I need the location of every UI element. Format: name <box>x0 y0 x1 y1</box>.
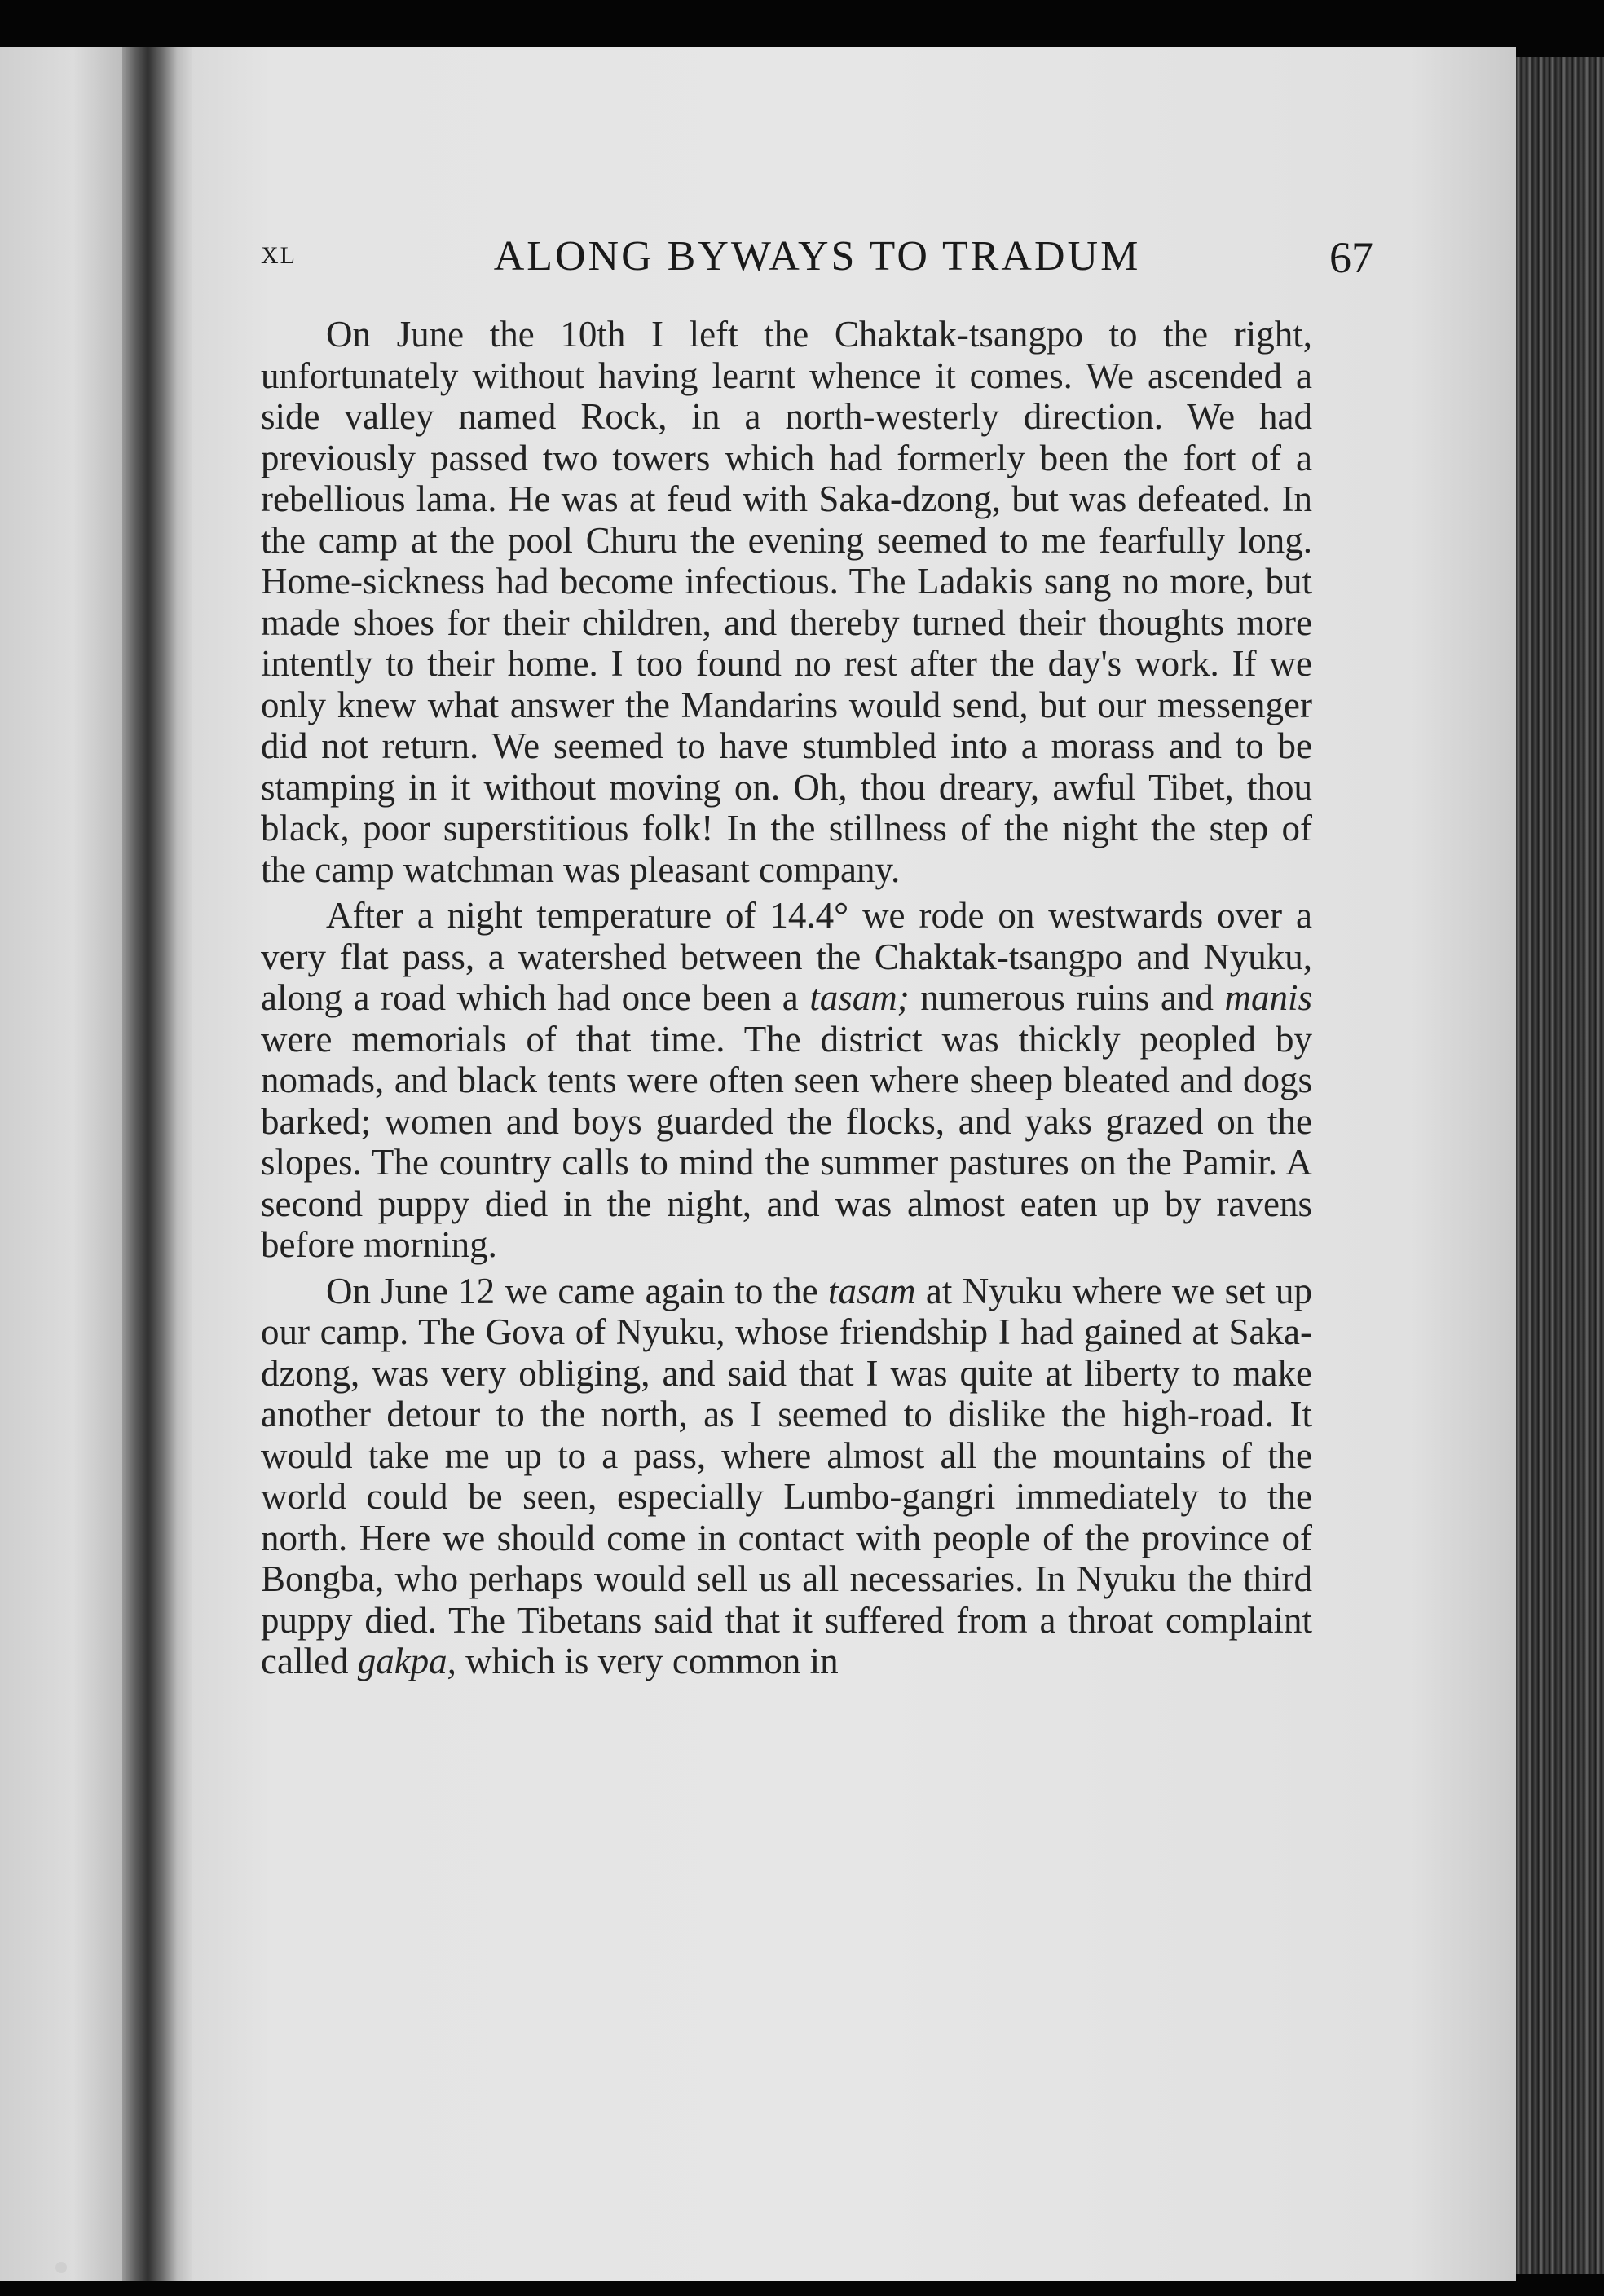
italic-term: tasam <box>828 1270 916 1311</box>
running-title: ALONG BYWAYS TO TRADUM <box>493 233 1141 280</box>
scan-speck <box>55 2262 67 2273</box>
italic-term: gakpa, <box>357 1641 456 1681</box>
text-run: were memorials of that time. The district was thickly peopled by nomads, and black tents were often seen where sheep bleated and dogs barked; women and boys guarded the flocks, and yaks grazed on the slopes. The country calls to mind the summer pastures on the Pamir. A second puppy died in the night, and was almost eaten up by ravens before morning. <box>261 1018 1312 1265</box>
text-run: numerous ruins and <box>909 977 1225 1018</box>
paragraph <box>261 895 1312 1266</box>
chapter-number: XL <box>261 242 297 269</box>
page-stack-edge <box>1516 57 1604 2274</box>
text-run: On June the 10th I left the Chaktak-tsangpo to the right, unfortunately without having learnt whence it comes. We ascended a side valley named Rock, in a north-westerly direction. We had previously passed two towers which had formerly been the fort of a rebellious lama. He was at feud with Saka-dzong, but was defeated. In the camp at the pool Churu the evening seemed to me fearfully long. Home-sickness had become infectious. The Ladakis sang no more, but made shoes for their children, and thereby turned their thoughts more intently to their home. I too found no rest after the day's work. If we only knew what answer the Mandarins would send, but our messenger did not return. We seemed to have stumbled into a morass and to be stamping in it without moving on. Oh, thou dreary, awful Tibet, thou black, poor superstitious folk! In the stillness of the night the step of the camp watchman was pleasant company. <box>261 314 1312 890</box>
facing-page-edge <box>0 47 122 2281</box>
body-text <box>261 314 1312 1687</box>
book-gutter <box>122 47 196 2281</box>
page-number: 67 <box>1329 233 1373 282</box>
text-run: On June 12 we came again to the <box>326 1270 829 1311</box>
italic-term: manis <box>1224 977 1312 1018</box>
text-run: which is very common in <box>456 1641 839 1681</box>
text-run: After a night temperature of 14.4° we rode on westwards over a very flat pass, a watershed between the Chaktak-tsangpo and Nyuku, along a road which had once been a <box>261 895 1312 1018</box>
paragraph <box>261 1271 1312 1682</box>
text-run: at Nyuku where we set up our camp. The Gova of Nyuku, whose friendship I had gained at Saka-dzong, was very obliging, and said that I was quite at liberty to make another detour to the north, as I seemed to dislike the high-road. It would take me up to a pass, where almost all the mountains of the world could be seen, especially Lumbo-gangri immediately to the north. Here we should come in contact with people of the province of Bongba, who perhaps would sell us all necessaries. In Nyuku the third puppy died. The Tibetans said that it suffered from a throat complaint called <box>261 1270 1312 1681</box>
italic-term: tasam; <box>809 977 910 1018</box>
paragraph <box>261 314 1312 890</box>
running-header <box>261 232 1373 289</box>
